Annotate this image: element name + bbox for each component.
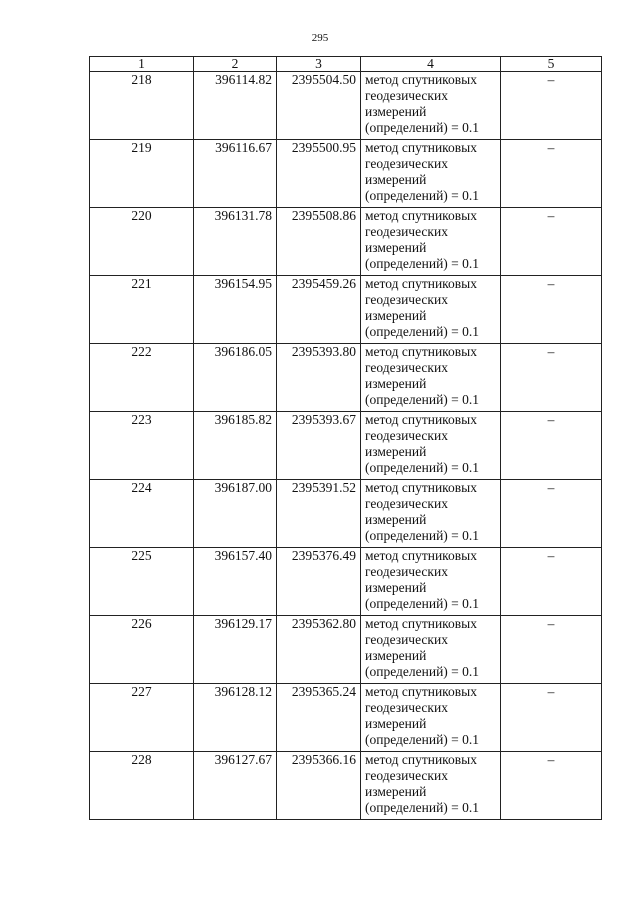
method-line: (определений) = 0.1 (365, 528, 480, 543)
coord-y-cell: 2395504.50 (277, 72, 361, 140)
method-line: геодезических (365, 632, 448, 647)
point-number-cell: 225 (90, 548, 194, 616)
method-line: измерений (365, 512, 427, 527)
note-cell: – (501, 412, 602, 480)
method-line: метод спутниковых (365, 480, 477, 495)
note-cell: – (501, 752, 602, 820)
header-col-3: 3 (277, 57, 361, 72)
coord-y-cell: 2395393.80 (277, 344, 361, 412)
point-number-cell: 220 (90, 208, 194, 276)
method-line: измерений (365, 444, 427, 459)
note-cell: – (501, 548, 602, 616)
table-row (90, 140, 602, 208)
coord-y-cell: 2395366.16 (277, 752, 361, 820)
coord-x-cell: 396128.12 (194, 684, 277, 752)
coord-y-cell: 2395365.24 (277, 684, 361, 752)
table-row (90, 276, 602, 344)
method-line: геодезических (365, 292, 448, 307)
coord-x-cell: 396127.67 (194, 752, 277, 820)
method-line: геодезических (365, 496, 448, 511)
method-line: геодезических (365, 360, 448, 375)
note-cell: – (501, 480, 602, 548)
coord-y-cell: 2395508.86 (277, 208, 361, 276)
point-number-cell: 222 (90, 344, 194, 412)
method-line: (определений) = 0.1 (365, 256, 480, 271)
method-cell (361, 72, 501, 140)
method-cell (361, 480, 501, 548)
method-line: геодезических (365, 564, 448, 579)
header-col-2: 2 (194, 57, 277, 72)
point-number-cell: 219 (90, 140, 194, 208)
method-line: (определений) = 0.1 (365, 800, 480, 815)
method-line: измерений (365, 376, 427, 391)
header-col-4: 4 (361, 57, 501, 72)
coordinates-table (89, 56, 602, 820)
method-line: (определений) = 0.1 (365, 460, 480, 475)
note-cell: – (501, 344, 602, 412)
method-line: метод спутниковых (365, 412, 477, 427)
method-line: метод спутниковых (365, 684, 477, 699)
method-line: измерений (365, 104, 427, 119)
method-line: измерений (365, 308, 427, 323)
coord-x-cell: 396131.78 (194, 208, 277, 276)
table-row (90, 752, 602, 820)
method-line: метод спутниковых (365, 140, 477, 155)
method-cell (361, 616, 501, 684)
header-col-1: 1 (90, 57, 194, 72)
point-number-cell: 223 (90, 412, 194, 480)
method-line: (определений) = 0.1 (365, 664, 480, 679)
coord-y-cell: 2395376.49 (277, 548, 361, 616)
table-row (90, 684, 602, 752)
method-line: (определений) = 0.1 (365, 732, 480, 747)
coord-x-cell: 396154.95 (194, 276, 277, 344)
table-header-row (90, 57, 602, 72)
note-cell: – (501, 72, 602, 140)
table-row (90, 412, 602, 480)
method-line: измерений (365, 648, 427, 663)
method-line: геодезических (365, 428, 448, 443)
coord-y-cell: 2395393.67 (277, 412, 361, 480)
method-line: геодезических (365, 224, 448, 239)
coord-x-cell: 396116.67 (194, 140, 277, 208)
point-number-cell: 218 (90, 72, 194, 140)
coord-x-cell: 396187.00 (194, 480, 277, 548)
method-line: метод спутниковых (365, 208, 477, 223)
method-line: геодезических (365, 156, 448, 171)
note-cell: – (501, 684, 602, 752)
method-line: измерений (365, 716, 427, 731)
coord-x-cell: 396185.82 (194, 412, 277, 480)
coord-x-cell: 396157.40 (194, 548, 277, 616)
method-line: (определений) = 0.1 (365, 596, 480, 611)
table-row (90, 616, 602, 684)
coord-x-cell: 396129.17 (194, 616, 277, 684)
coord-x-cell: 396186.05 (194, 344, 277, 412)
method-line: измерений (365, 580, 427, 595)
method-cell (361, 208, 501, 276)
method-cell (361, 276, 501, 344)
note-cell: – (501, 140, 602, 208)
coord-y-cell: 2395391.52 (277, 480, 361, 548)
coord-y-cell: 2395459.26 (277, 276, 361, 344)
point-number-cell: 221 (90, 276, 194, 344)
method-line: метод спутниковых (365, 752, 477, 767)
method-line: (определений) = 0.1 (365, 188, 480, 203)
note-cell: – (501, 208, 602, 276)
note-cell: – (501, 616, 602, 684)
table-body (90, 72, 602, 820)
point-number-cell: 228 (90, 752, 194, 820)
header-col-5: 5 (501, 57, 602, 72)
table-row (90, 480, 602, 548)
coord-x-cell: 396114.82 (194, 72, 277, 140)
method-line: геодезических (365, 768, 448, 783)
method-cell (361, 548, 501, 616)
point-number-cell: 224 (90, 480, 194, 548)
method-line: измерений (365, 172, 427, 187)
table-row (90, 72, 602, 140)
method-line: метод спутниковых (365, 72, 477, 87)
table-row (90, 344, 602, 412)
method-cell (361, 140, 501, 208)
method-line: метод спутниковых (365, 276, 477, 291)
method-line: метод спутниковых (365, 616, 477, 631)
method-cell (361, 684, 501, 752)
note-cell: – (501, 276, 602, 344)
method-line: измерений (365, 240, 427, 255)
method-line: метод спутниковых (365, 344, 477, 359)
point-number-cell: 226 (90, 616, 194, 684)
table-row (90, 208, 602, 276)
method-line: геодезических (365, 700, 448, 715)
method-line: (определений) = 0.1 (365, 120, 480, 135)
method-cell (361, 752, 501, 820)
page-number: 295 (311, 32, 329, 44)
point-number-cell: 227 (90, 684, 194, 752)
method-line: измерений (365, 784, 427, 799)
method-line: (определений) = 0.1 (365, 324, 480, 339)
coord-y-cell: 2395500.95 (277, 140, 361, 208)
table-row (90, 548, 602, 616)
coord-y-cell: 2395362.80 (277, 616, 361, 684)
method-cell (361, 412, 501, 480)
method-line: геодезических (365, 88, 448, 103)
method-line: метод спутниковых (365, 548, 477, 563)
method-line: (определений) = 0.1 (365, 392, 480, 407)
method-cell (361, 344, 501, 412)
